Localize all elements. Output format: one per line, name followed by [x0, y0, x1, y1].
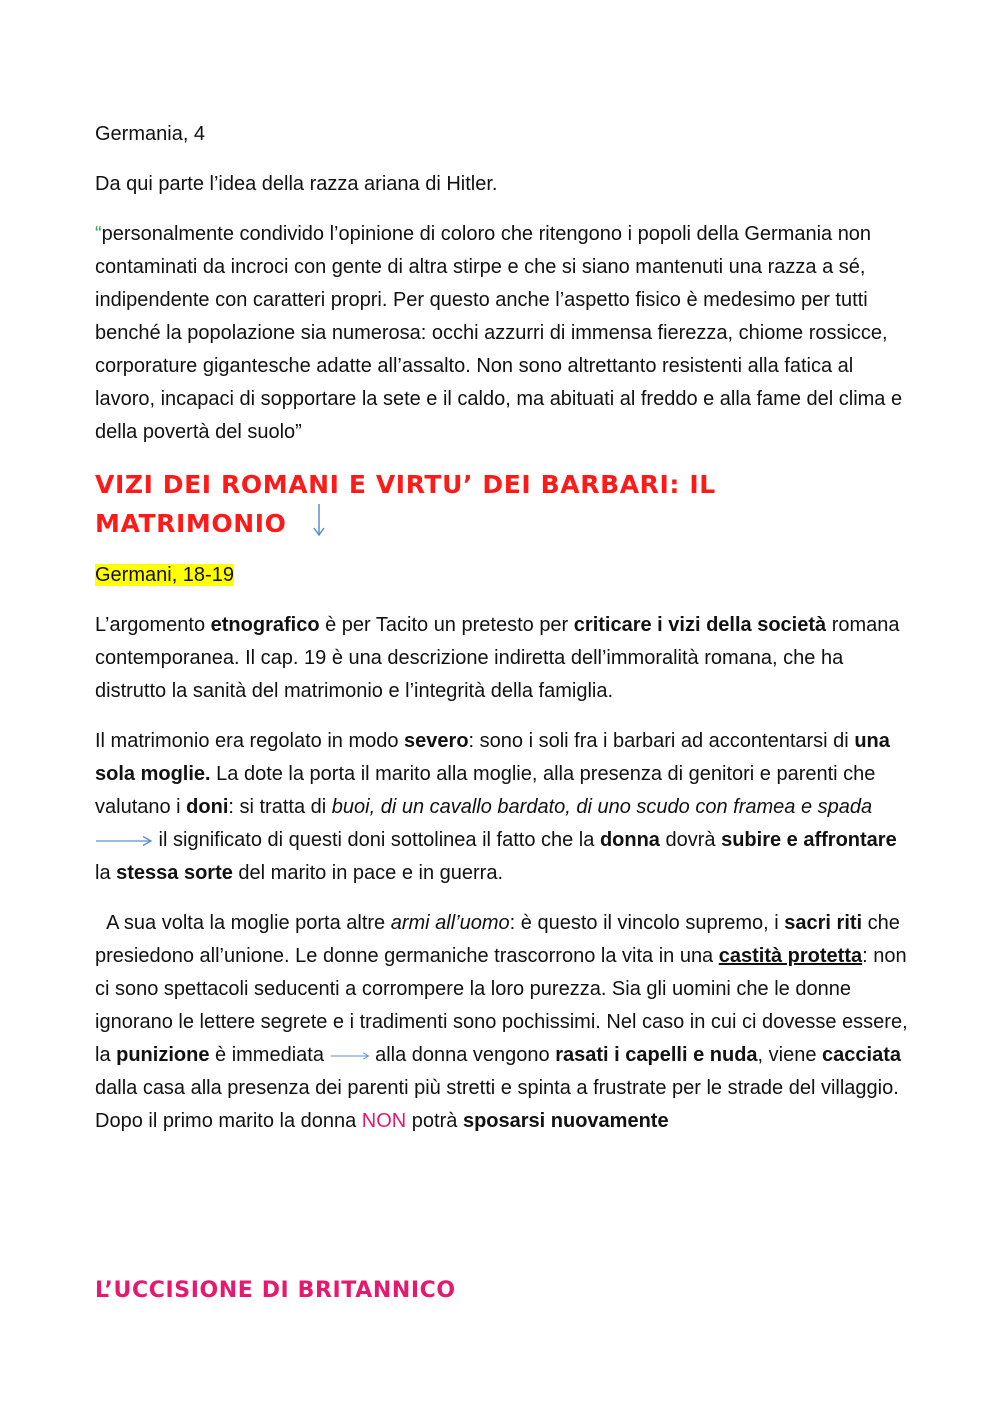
arrow-right-icon: [330, 1050, 370, 1062]
heading-line: Germania, 4: [95, 123, 206, 145]
section-title-britannico: L’UCCISIONE DI BRITANNICO: [95, 1278, 456, 1303]
paragraph-etnografico: L’argomento etnografico è per Tacito un pretesto per criticare i vizi della società romana contemporanea. Il cap. 19 è una descrizione indiretta dell’immoralità romana, che ha distrutto la sanità del matrimonio e l’integrità della famiglia.: [95, 614, 900, 702]
intro-paragraph: Da qui parte l’idea della razza ariana di Hitler.: [95, 173, 498, 195]
section-title-matrimonio: [95, 467, 910, 541]
chapter-reference: Germani, 18-19: [95, 564, 234, 586]
paragraph-moglie: A sua volta la moglie porta altre armi all’uomo: è questo il vincolo supremo, i sacri riti che presiedono all’unione. Le donne germaniche trascorrono la vita in una castità protetta: non ci sono spettacoli seducenti a corrompere la loro purezza. Sia gli uomini che le donne ignorano le lettere segrete e i tradimenti sono pochissimi. Nel caso in cui ci dovesse essere, la punizione è immediata alla donna vengono rasati i capelli e nuda, viene cacciata dalla casa alla presenza dei parenti più stretti e spinta a frustrate per le strade del villaggio. Dopo il primo marito la donna NON potrà sposarsi nuovamente: [95, 912, 914, 1132]
quote-paragraph: [95, 218, 910, 449]
arrow-down-icon: [311, 502, 327, 538]
paragraph-matrimonio: Il matrimonio era regolato in modo severo: sono i soli fra i barbari ad accontentarsi di una sola moglie. La dote la porta il marito alla moglie, alla presenza di genitori e parenti che valutano i doni: si tratta di buoi, di un cavallo bardato, di uno scudo con framea e spada il significato di questi doni sottolinea il fatto che la donna dovrà subire e affrontare la stessa sorte del marito in pace e in guerra.: [95, 730, 897, 884]
section-title-text: VIZI DEI ROMANI E VIRTU’ DEI BARBARI: IL MATRIMONIO: [95, 470, 716, 538]
document-page: [95, 118, 914, 1303]
arrow-right-icon: [95, 835, 153, 847]
quote-text: personalmente condivido l’opinione di coloro che ritengono i popoli della Germania non contaminati da incroci con gente di altra stirpe e che si siano mantenuti una razza a sé, indipendente con caratteri propri. Per questo anche l’aspetto fisico è medesimo per tutti benché la popolazione sia numerosa: occhi azzurri di immensa fierezza, chiome rossicce, corporature gigantesche adatte all’assalto. Non sono altrettanto resistenti alla fatica al lavoro, incapaci di sopportare la sete e il caldo, ma abituati al freddo e alla fame del clima e della povertà del suolo”: [95, 223, 903, 443]
quote-open-mark: “: [95, 223, 102, 245]
